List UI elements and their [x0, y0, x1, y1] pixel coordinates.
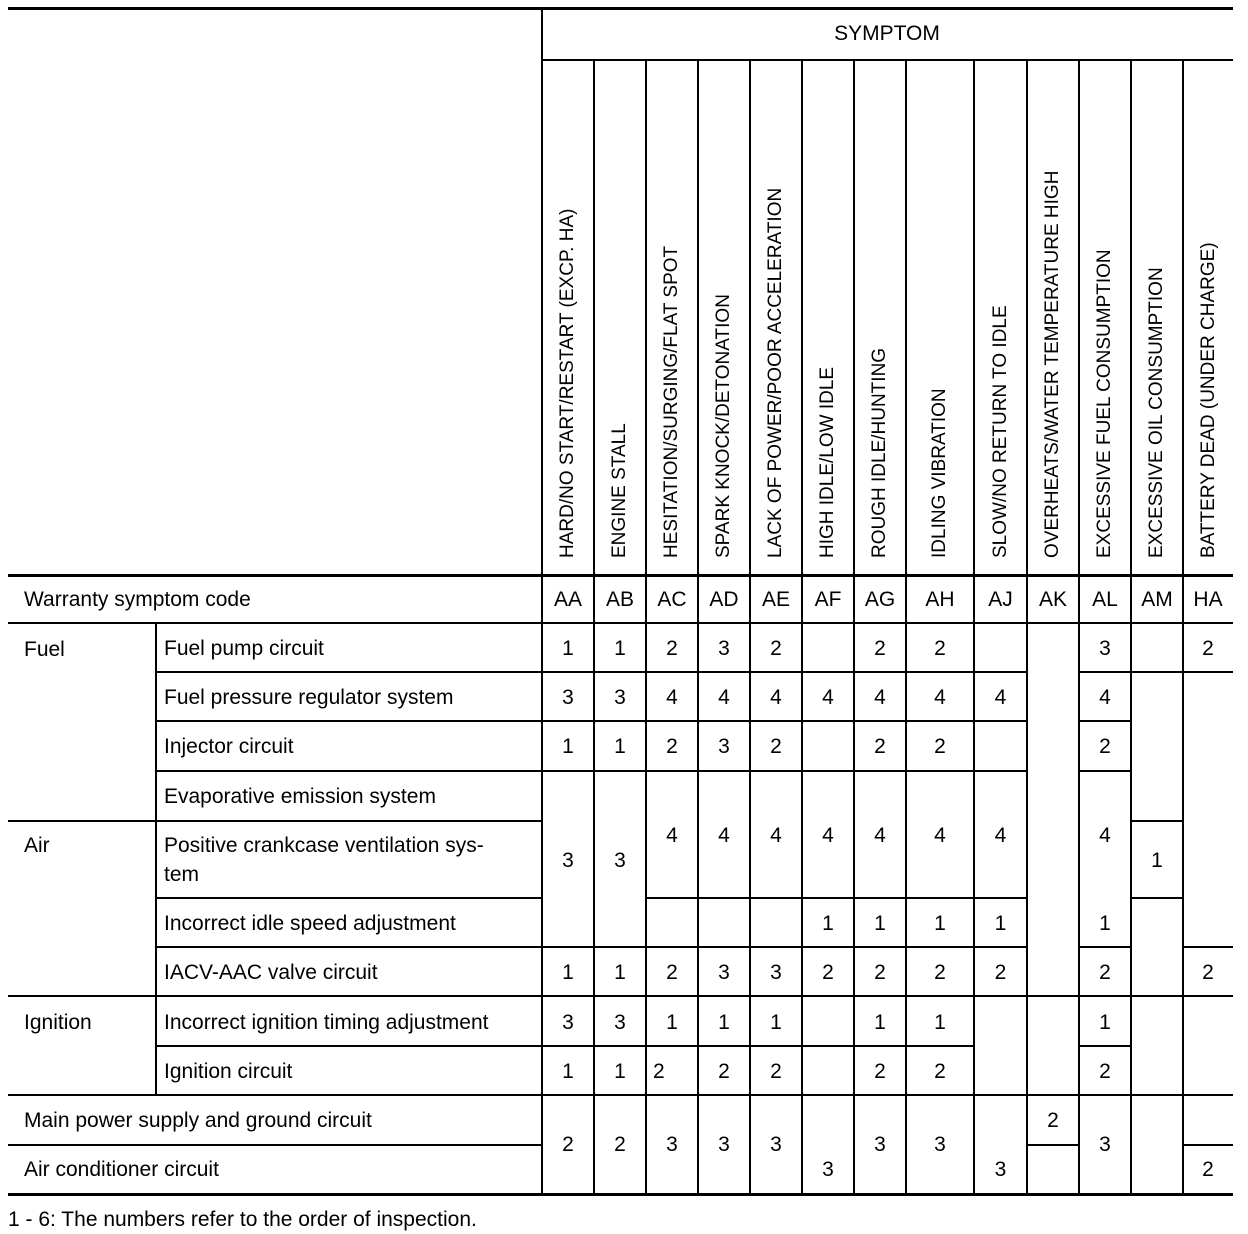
value-cell: 1	[614, 735, 626, 758]
value-cell: 3	[562, 686, 574, 709]
grid-line	[973, 60, 975, 1195]
value-cell: 2	[1099, 961, 1111, 984]
grid-line	[1027, 1144, 1079, 1146]
code-aj: AJ	[988, 588, 1013, 611]
code-ab: AB	[605, 588, 634, 611]
value-cell: 2	[770, 637, 782, 660]
value-cell: 1	[1151, 849, 1163, 872]
code-aa: AA	[553, 588, 582, 611]
value-cell: 4	[874, 686, 886, 709]
value-cell: 2	[653, 1060, 665, 1083]
grid-line	[1079, 1045, 1131, 1047]
column-header-af: HIGH IDLE/LOW IDLE	[817, 366, 838, 558]
grid-line	[8, 820, 157, 822]
value-cell: 3	[562, 1011, 574, 1034]
item-fuel-pump-circuit: Fuel pump circuit	[164, 637, 324, 660]
item-main-power-supply: Main power supply and ground circuit	[24, 1109, 372, 1132]
item-fuel-pressure-regulator: Fuel pressure regulator system	[164, 686, 454, 709]
grid-line	[1026, 60, 1028, 1195]
value-cell: 2	[1202, 637, 1214, 660]
grid-line	[1079, 946, 1131, 948]
grid-line	[749, 60, 751, 1195]
value-cell: 4	[874, 824, 886, 847]
grid-line	[8, 1094, 1233, 1096]
value-cell: 4	[770, 686, 782, 709]
value-cell: 1	[562, 637, 574, 660]
value-cell: 4	[770, 824, 782, 847]
grid-line	[1183, 946, 1233, 948]
value-cell: 2	[718, 1060, 730, 1083]
value-cell: 1	[770, 1011, 782, 1034]
grid-line	[801, 60, 803, 1195]
value-cell: 4	[934, 686, 946, 709]
value-cell: 2	[874, 961, 886, 984]
value-cell: 2	[1202, 1158, 1214, 1181]
code-ak: AK	[1038, 588, 1067, 611]
column-header-am: EXCESSIVE OIL CONSUMPTION	[1146, 267, 1167, 558]
value-cell: 2	[666, 961, 678, 984]
item-ignition-circuit: Ignition circuit	[164, 1060, 293, 1083]
item-iacv-aac-valve: IACV-AAC valve circuit	[164, 961, 378, 984]
value-cell: 3	[718, 1133, 730, 1156]
grid-line	[1130, 60, 1132, 1195]
grid-line	[155, 770, 1027, 772]
value-cell: 2	[1099, 1060, 1111, 1083]
grid-line	[1131, 897, 1183, 899]
column-header-ah: IDLING VIBRATION	[929, 388, 950, 558]
value-cell: 4	[666, 686, 678, 709]
column-header-ad: SPARK KNOCK/DETONATION	[713, 294, 734, 558]
value-cell: 1	[614, 637, 626, 660]
grid-line	[697, 60, 699, 1195]
value-cell: 1	[718, 1011, 730, 1034]
column-header-ak: OVERHEATS/WATER TEMPERATURE HIGH	[1042, 170, 1063, 558]
value-cell: 4	[994, 824, 1007, 847]
grid-line	[905, 60, 907, 1195]
column-header-ab: ENGINE STALL	[609, 423, 630, 558]
value-cell: 4	[1099, 824, 1111, 847]
table-border-bottom	[8, 1193, 1233, 1196]
value-cell: 3	[770, 1133, 782, 1156]
value-cell: 3	[614, 849, 626, 872]
value-cell: 4	[822, 824, 834, 847]
value-cell: 3	[562, 849, 574, 872]
footnote: 1 - 6: The numbers refer to the order of inspection.	[8, 1208, 477, 1231]
value-cell: 3	[718, 961, 730, 984]
grid-line	[541, 8, 543, 1195]
value-cell: 4	[822, 686, 834, 709]
header-divider	[8, 574, 1233, 577]
value-cell: 2	[934, 637, 946, 660]
column-header-al: EXCESSIVE FUEL CONSUMPTION	[1094, 249, 1115, 558]
value-cell: 4	[1099, 686, 1111, 709]
value-cell: 1	[934, 912, 946, 935]
value-cell: 1	[1099, 912, 1111, 935]
value-cell: 3	[822, 1158, 834, 1181]
grid-line	[1182, 60, 1184, 1195]
grid-line	[155, 671, 1027, 673]
grid-line	[155, 946, 594, 948]
value-cell: 2	[666, 735, 678, 758]
grid-line	[1079, 671, 1233, 673]
value-cell: 2	[994, 961, 1007, 984]
item-idle-speed-adjustment: Incorrect idle speed adjustment	[164, 912, 456, 935]
value-cell: 3	[1099, 1133, 1111, 1156]
grid-line	[594, 946, 1027, 948]
value-cell: 2	[874, 735, 886, 758]
grid-line	[1183, 1144, 1233, 1146]
value-cell: 4	[994, 686, 1007, 709]
grid-line	[8, 622, 1233, 624]
code-ad: AD	[709, 588, 739, 611]
value-cell: 3	[770, 961, 782, 984]
item-air-conditioner: Air conditioner circuit	[24, 1158, 219, 1181]
value-cell: 3	[994, 1158, 1007, 1181]
grid-line	[155, 820, 542, 822]
value-cell: 1	[874, 1011, 886, 1034]
value-cell: 2	[934, 1060, 946, 1083]
category-air: Air	[24, 834, 50, 857]
value-cell: 3	[874, 1133, 886, 1156]
value-cell: 4	[718, 824, 730, 847]
column-header-ha: BATTERY DEAD (UNDER CHARGE)	[1198, 242, 1219, 558]
value-cell: 3	[1099, 637, 1111, 660]
value-cell: 2	[874, 1060, 886, 1083]
value-cell: 1	[614, 961, 626, 984]
value-cell: 1	[562, 735, 574, 758]
category-fuel: Fuel	[24, 638, 65, 661]
symptom-title: SYMPTOM	[834, 22, 940, 45]
column-header-ac: HESITATION/SURGING/FLAT SPOT	[661, 245, 682, 558]
value-cell: 1	[614, 1060, 626, 1083]
value-cell: 1	[1099, 1011, 1111, 1034]
value-cell: 2	[874, 637, 886, 660]
code-am: AM	[1141, 588, 1173, 611]
category-ignition: Ignition	[24, 1011, 92, 1034]
code-al: AL	[1092, 588, 1118, 611]
warranty-code-label: Warranty symptom code	[24, 588, 251, 611]
column-header-ag: ROUGH IDLE/HUNTING	[869, 347, 890, 558]
grid-line	[1079, 720, 1131, 722]
code-ah: AH	[925, 588, 955, 611]
grid-line	[155, 720, 1027, 722]
grid-line	[1078, 60, 1080, 1195]
value-cell: 3	[934, 1133, 946, 1156]
code-ac: AC	[657, 588, 687, 611]
grid-line	[155, 1045, 974, 1047]
value-cell: 2	[770, 735, 782, 758]
grid-line	[155, 622, 157, 1096]
value-cell: 4	[934, 824, 946, 847]
grid-line	[8, 1144, 542, 1146]
column-header-ae: LACK OF POWER/POOR ACCELERATION	[765, 187, 786, 558]
grid-line	[853, 60, 855, 1195]
grid-line	[593, 60, 595, 1195]
code-ag: AG	[864, 588, 896, 611]
value-cell: 4	[666, 824, 678, 847]
grid-line	[1079, 770, 1131, 772]
value-cell: 3	[718, 735, 730, 758]
value-cell: 4	[718, 686, 730, 709]
value-cell: 2	[770, 1060, 782, 1083]
value-cell: 1	[874, 912, 886, 935]
column-header-aa: HARD/NO START/RESTART (EXCP. HA)	[557, 208, 578, 558]
column-header-aj: SLOW/NO RETURN TO IDLE	[990, 305, 1011, 558]
value-cell: 1	[934, 1011, 946, 1034]
value-cell: 2	[934, 961, 946, 984]
item-ignition-timing: Incorrect ignition timing adjustment	[164, 1011, 489, 1034]
table-border-top	[8, 7, 1233, 10]
value-cell: 2	[562, 1133, 574, 1156]
grid-line	[645, 60, 647, 1195]
value-cell: 2	[822, 961, 834, 984]
value-cell: 1	[994, 912, 1007, 935]
value-cell: 3	[614, 686, 626, 709]
code-ae: AE	[761, 588, 790, 611]
grid-line	[155, 897, 542, 899]
value-cell: 2	[666, 637, 678, 660]
value-cell: 2	[1099, 735, 1111, 758]
code-ha: HA	[1193, 588, 1223, 611]
item-pcv-line2: tem	[164, 863, 200, 886]
item-evaporative-emission: Evaporative emission system	[164, 785, 436, 808]
value-cell: 1	[666, 1011, 678, 1034]
value-cell: 1	[562, 961, 574, 984]
value-cell: 1	[822, 912, 834, 935]
value-cell: 2	[934, 735, 946, 758]
value-cell: 3	[614, 1011, 626, 1034]
value-cell: 1	[562, 1060, 574, 1083]
code-af: AF	[814, 588, 842, 611]
item-pcv-line1: Positive crankcase ventilation sys-	[164, 834, 484, 857]
value-cell: 2	[614, 1133, 626, 1156]
grid-line	[8, 995, 1233, 997]
value-cell: 2	[1047, 1109, 1059, 1132]
grid-line	[646, 897, 1027, 899]
item-injector-circuit: Injector circuit	[164, 735, 294, 758]
value-cell: 2	[1202, 961, 1214, 984]
value-cell: 3	[666, 1133, 678, 1156]
grid-line	[1131, 820, 1183, 822]
value-cell: 3	[718, 637, 730, 660]
